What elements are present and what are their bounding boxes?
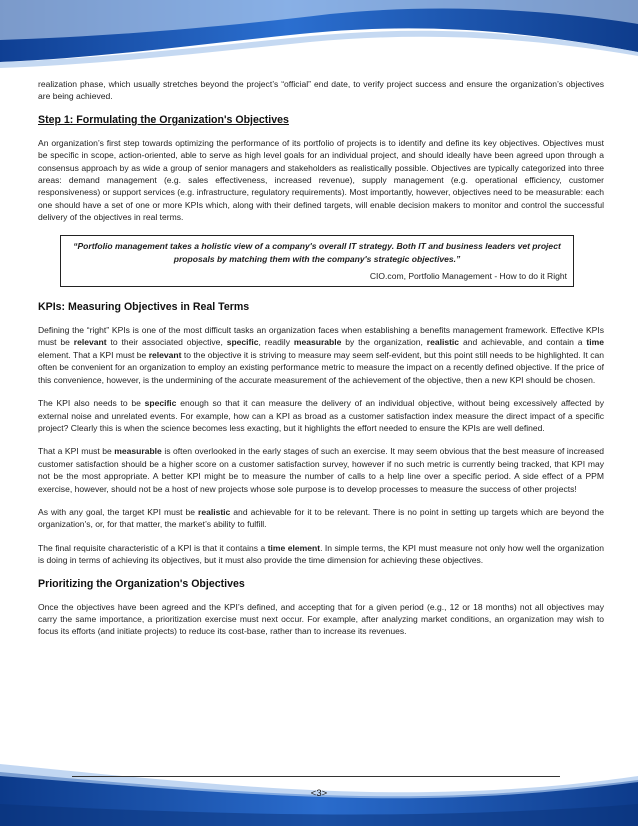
text-run: The KPI also needs to be xyxy=(38,398,145,409)
intro-fragment: realization phase, which usually stretches beyond the project’s “official” end date, to verify project success and ensure the organization’s objectives are being achieved. xyxy=(38,79,604,102)
bold-term: time xyxy=(586,337,604,348)
text-run: That a KPI must be xyxy=(38,446,115,457)
text-run: Defining the “right” KPIs is one of the most difficult tasks an organization faces when establishing a benefits management framework. Effective KPIs must be xyxy=(38,325,604,348)
bold-term: relevant xyxy=(148,349,182,360)
kpis-heading: KPIs: Measuring Objectives in Real Terms xyxy=(38,301,250,314)
bold-term: specific xyxy=(144,398,177,409)
text-run: , readily xyxy=(258,337,294,348)
text-run: element. That a KPI must be xyxy=(38,349,149,360)
step1-heading: Step 1: Formulating the Organization's Objectives xyxy=(38,113,289,126)
quote-source: CIO.com, Portfolio Management - How to do it Right xyxy=(369,270,567,281)
bold-term: time element xyxy=(267,542,321,553)
quote-text: “Portfolio management takes a holistic view of a company's overall IT strategy. Both IT and business leaders vet project proposals by matching them with the company's strategic objectives.” xyxy=(73,240,561,264)
page-number: <3> xyxy=(310,788,328,799)
bold-term: measurable xyxy=(293,337,342,348)
kpis-paragraph-4 xyxy=(38,506,604,531)
footer-divider xyxy=(72,776,560,777)
kpis-paragraph-5 xyxy=(38,542,604,567)
text-run: is often overlooked in the early stages of such an exercise. It may seem obvious that the best measure of increased customer satisfaction should be a higher score on a customer satisfaction survey, however if no such metric is currently being tracked, that KPI may not be the most appropriate. A better KPI might be to measure the number of calls to a help line over a specific period. A side effect of a PPM exercise, however, should not be a host of new projects whose sole purpose is to develop processes to measure the success of other projects! xyxy=(38,446,604,494)
top-banner xyxy=(0,0,638,70)
text-run: and achievable for it to be relevant. There is no point in setting up targets which are beyond the organization's, or, for that matter, the market’s ability to fulfill. xyxy=(38,506,604,530)
step1-paragraph: An organization’s first step towards optimizing the performance of its portfolio of projects is to identify and define its key objectives. Objectives must be specific in scope, action-oriented, able to serve as high level goals for an individual project, and should ideally have been agreed upon through a consensus approach by as wide a group of senior managers and stakeholders as realistically possible. Objectives are typically categorized into three areas: demand management (e.g. sales effectiveness, increased revenue), supply management (e.g. operational efficiency, customer responsiveness) or support services (e.g. infrastructure, regulatory requirements). Most importantly, however, objectives need to be measurable: each one should have a set of one or more KPIs which, along with their defined targets, will enable decision makers to monitor and control the successful delivery of the objectives in real terms. xyxy=(38,137,604,223)
text-run: to their associated objective, xyxy=(106,337,227,348)
pull-quote xyxy=(60,235,574,287)
page-body xyxy=(38,78,604,649)
kpis-paragraph-2 xyxy=(38,397,604,434)
text-run: As with any goal, the target KPI must be xyxy=(38,506,198,517)
bold-term: measurable xyxy=(114,446,162,457)
bold-term: specific xyxy=(226,337,259,348)
text-run: and achievable, and contain a xyxy=(459,337,587,348)
bold-term: relevant xyxy=(73,337,107,348)
text-run: enough so that it can measure the delivery of an individual objective, without being excessively affected by external noise and unrelated events. For example, how can a KPI as broad as a customer satisfaction index measure the direct impact of a specific project? Clearly this is when the science becomes less exacting, but it highlights the effort needed to ensure the KPIs are well defined. xyxy=(38,398,604,433)
text-run: The final requisite characteristic of a KPI is that it contains a xyxy=(38,542,268,553)
prioritizing-paragraph: Once the objectives have been agreed and the KPI’s defined, and accepting that for a given period (e.g., 12 or 18 months) not all objectives may carry the same importance, a prioritization exercise must next occur. For example, after analyzing market conditions, an organization may wish to focus its efforts (and initiate projects) to reduce its cost-base, rather than to increase its revenues. xyxy=(38,601,604,637)
text-run: . In simple terms, the KPI must measure not only how well the organization is doing in terms of achieving its objectives, but it must also provide the time dimension for achieving these objectives. xyxy=(38,542,605,566)
kpis-paragraph-3 xyxy=(38,445,604,495)
bold-term: realistic xyxy=(426,337,460,348)
kpis-paragraph-1 xyxy=(38,324,604,386)
prioritizing-heading: Prioritizing the Organization's Objectives xyxy=(38,577,245,590)
text-run: by the organization, xyxy=(341,337,427,348)
bold-term: realistic xyxy=(198,506,231,517)
text-run: to the objective it is striving to measure may seem self-evident, but this point still needs to be highlighted. It can often be convenient for an organization to employ an existing performance metric to measure the impact on a recently defined objective. If the price of this convenience, however, is the undermining of the accurate measurement of the achievement of the objective, then a new KPI should be chosen. xyxy=(38,349,604,385)
